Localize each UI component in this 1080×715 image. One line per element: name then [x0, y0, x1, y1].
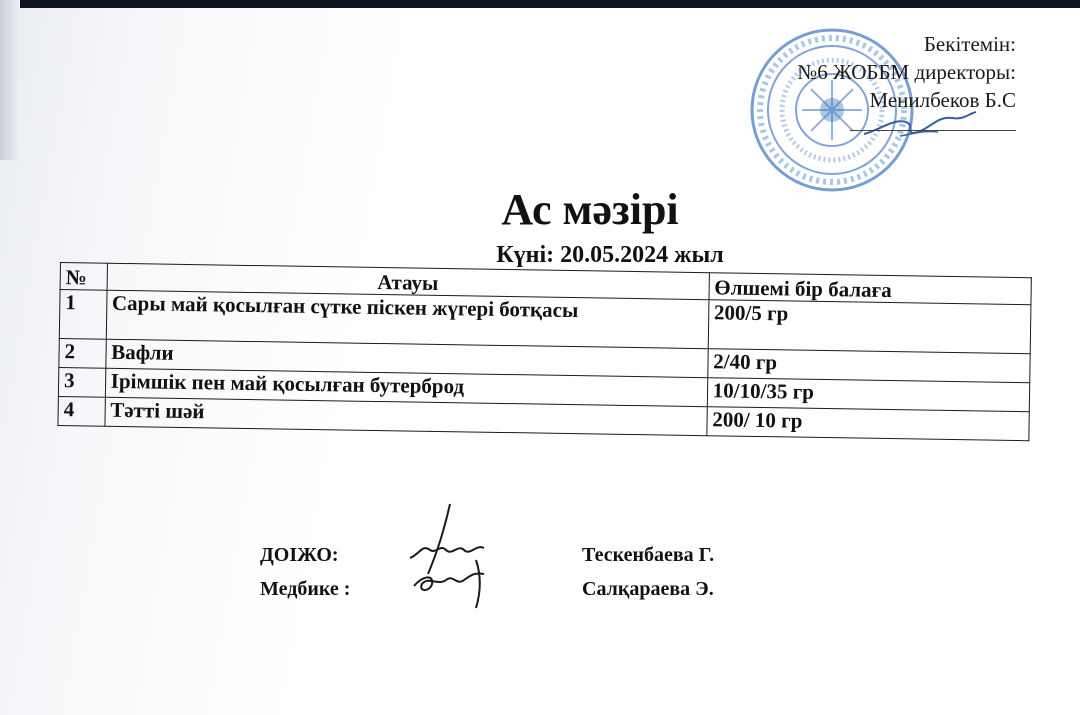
signoff-row	[260, 572, 820, 606]
document-date: Күні: 20.05.2024 жыл	[496, 242, 724, 268]
header-number: №	[60, 263, 107, 291]
signoff-name: Салқараева Э.	[582, 578, 714, 600]
approval-heading: Бекітемін:	[923, 32, 1016, 56]
row-portion: 2/40 гр	[707, 349, 1030, 383]
approval-signature-line	[850, 130, 1016, 131]
menu-table	[57, 262, 1031, 441]
header-portion: Өлшемі бір балаға	[709, 273, 1032, 305]
row-name: Сары май қосылған сүтке піскен жүгері ботқасы	[106, 290, 709, 348]
row-name: Вафли	[105, 339, 707, 377]
row-number: 4	[58, 396, 105, 426]
document-title: Ас мәзірі	[501, 185, 679, 234]
row-number: 1	[59, 290, 106, 340]
signoff-name: Тескенбаева Г.	[582, 544, 715, 566]
row-portion: 10/10/35 гр	[707, 378, 1030, 412]
row-name: Ірімшік пен май қосылған бутерброд	[105, 368, 707, 406]
signoff-role: Медбике :	[260, 578, 351, 600]
signoff-role: ДОІЖО:	[260, 544, 339, 566]
row-number: 3	[58, 367, 105, 397]
signoff-block	[260, 538, 820, 606]
director-signature	[860, 108, 980, 142]
header-name: Атауы	[107, 263, 709, 299]
handwritten-signatures	[404, 500, 514, 612]
approval-name: Менилбеков Б.С	[869, 88, 1016, 112]
approval-position: №6 ЖОББМ директоры:	[797, 60, 1016, 84]
row-portion: 200/5 гр	[708, 300, 1031, 354]
row-number: 2	[59, 338, 106, 368]
signoff-row	[260, 538, 820, 572]
approval-block	[740, 30, 1016, 114]
row-portion: 200/ 10 гр	[707, 407, 1030, 441]
row-name: Тәтті шәй	[105, 397, 707, 435]
